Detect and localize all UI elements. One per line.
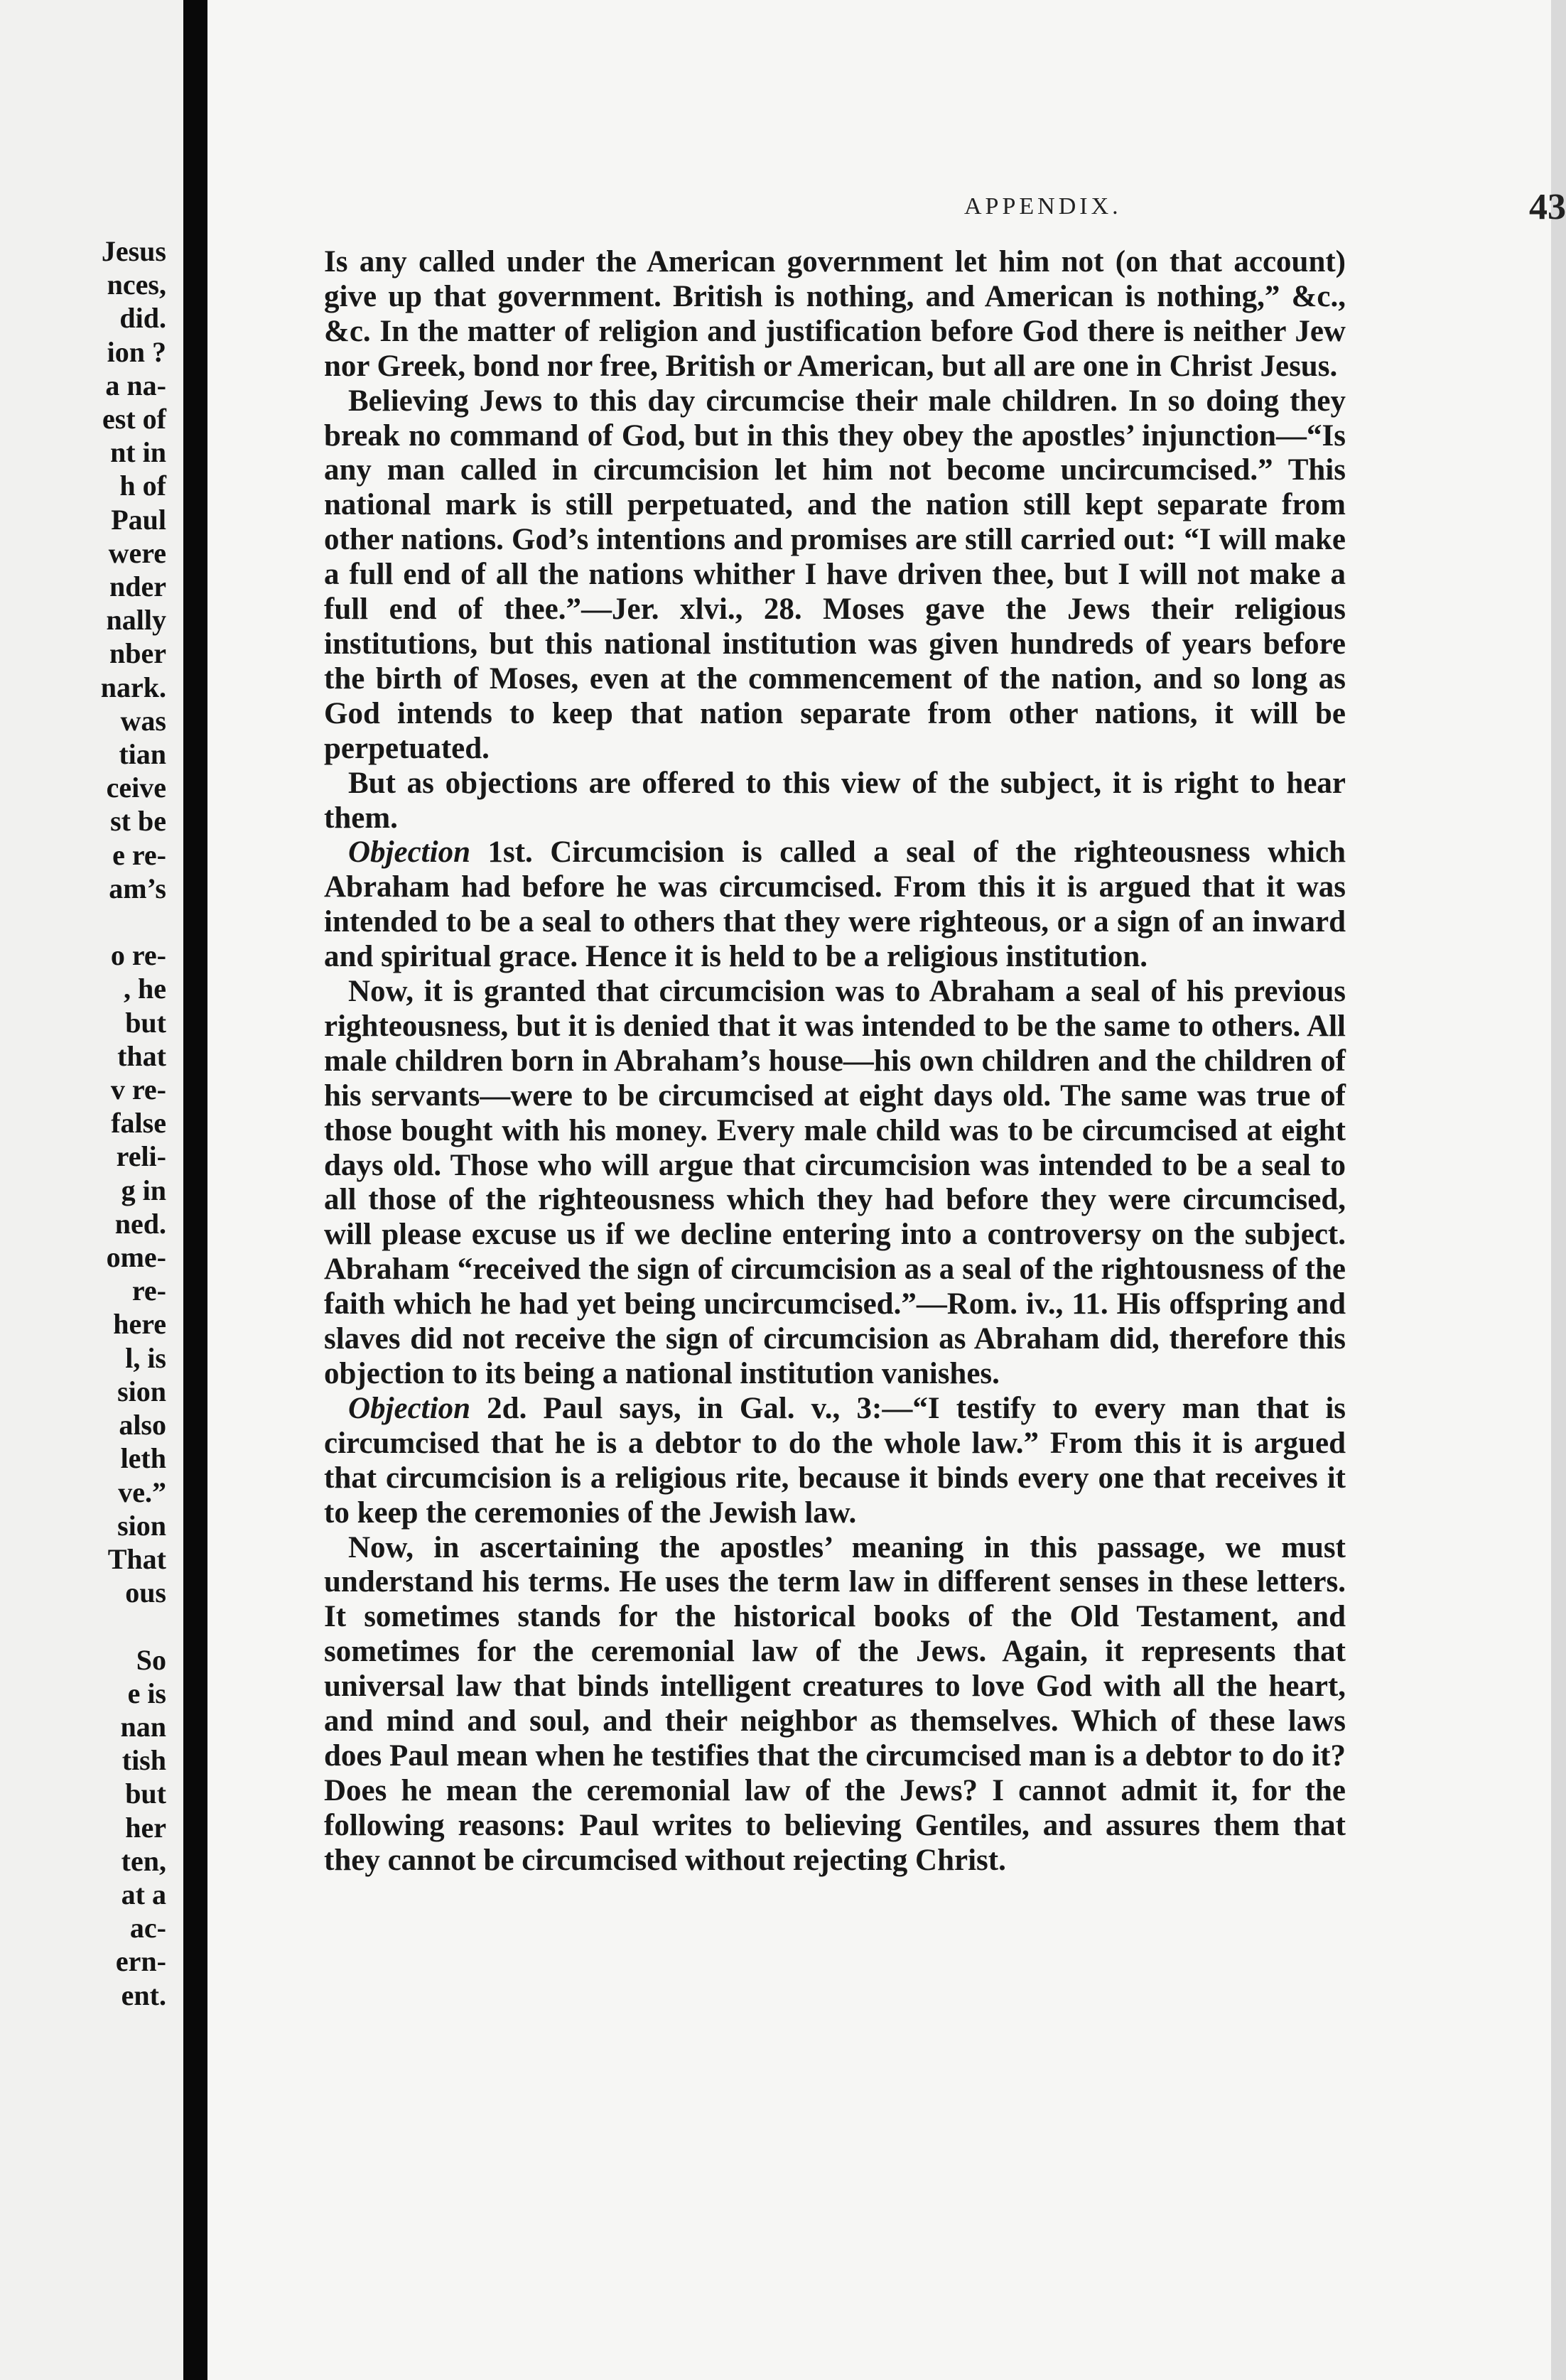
margin-fragment: at a bbox=[121, 1878, 166, 1910]
paragraph: Objection 1st. Circumcision is called a seal of the righteousness which Abraham had before he was circumcised. From this it is argued that it was intended to be a seal to others that they were righteous, or a sign of an inward and spiritual grace. Hence it is held to be a religious institution. bbox=[324, 835, 1346, 974]
margin-fragment: ion ? bbox=[107, 335, 166, 368]
paragraph: Believing Jews to this day circumcise their male children. In so doing they break no command of God, but in this they obey the apostles’ injunction—“Is any man called in circumcision let him not become uncircumcised.” This national mark is still perpetuated, and the nation still kept separate from other nations. God’s intentions and promises are still carried out: “I will make a full end of all the nations whither I have driven thee, but I will not make a full end of thee.”—Jer. xlvi., 28. Moses gave the Jews their religious institutions, but this national institution was given hundreds of years before the birth of Moses, even at the commencement of the nation, and so long as God intends to keep that nation separate from other nations, it will be perpetuated. bbox=[324, 384, 1346, 765]
margin-fragment: nan bbox=[120, 1710, 166, 1743]
margin-fragment: a na- bbox=[105, 369, 166, 401]
margin-fragment: also bbox=[119, 1409, 166, 1441]
margin-fragment: re- bbox=[131, 1275, 166, 1307]
margin-fragment: but bbox=[125, 1006, 166, 1039]
margin-fragment: that bbox=[117, 1039, 166, 1072]
margin-fragment: v re- bbox=[110, 1073, 166, 1106]
paragraph: But as objections are offered to this view of the subject, it is right to hear them. bbox=[324, 766, 1346, 835]
paragraph: Now, in ascertaining the apostles’ meaning in this passage, we must understand his terms. He uses the term law in different senses in these letters. It sometimes stands for the historical books of the Old Testament, and sometimes for the ceremonial law of the Jews. Again, it represents that universal law that binds intelligent creatures to love God with all the heart, and mind and soul, and their neighbor as themselves. Which of these laws does Paul mean when he testifies that the circumcised man is a debtor to do it? Does he mean the ceremonial law of the Jews? I cannot admit it, for the following reasons: Paul writes to believing Gentiles, and assures them that they cannot be circumcised without rejecting Christ. bbox=[324, 1530, 1346, 1877]
margin-fragment: ten, bbox=[121, 1844, 166, 1877]
paragraph: Now, it is granted that circumcision was to Abraham a seal of his previous righteousness, but it is denied that it was intended to be the same to others. All male children born in Abraham’s house—his own children and the children of his servants—were to be circumcised at eight days old. The same was true of those bought with his money. Every male child was to be circumcised at eight days old. Those who will argue that circumcision was intended to be a seal to all those of the righteousness which they had before they were circumcised, will please excuse us if we decline entering into a controversy on the subject. Abraham “received the sign of circumcision as a seal of the rightousness of the faith which he had yet being uncircumcised.”—Rom. iv., 11. His offspring and slaves did not receive the sign of circumcision as Abraham did, therefore this objection to its being a national institution vanishes. bbox=[324, 975, 1346, 1390]
margin-fragment: nces, bbox=[107, 269, 166, 301]
margin-fragment: st be bbox=[110, 805, 166, 838]
margin-fragment: am’s bbox=[109, 872, 166, 904]
margin-fragment: leth bbox=[120, 1442, 166, 1475]
margin-fragment: nder bbox=[109, 570, 166, 603]
margin-fragment: nally bbox=[106, 604, 166, 637]
page-number: 43 bbox=[1529, 187, 1566, 227]
margin-fragment: o re- bbox=[110, 939, 166, 972]
margin-fragment: ceive bbox=[106, 772, 166, 804]
margin-fragment: l, is bbox=[125, 1341, 166, 1374]
facing-page-fragment bbox=[0, 0, 183, 2380]
objection-label: Objection bbox=[348, 1391, 470, 1425]
margin-fragment: ve.” bbox=[118, 1476, 166, 1508]
margin-fragment: e re- bbox=[112, 838, 166, 871]
margin-fragment: Jesus bbox=[101, 235, 166, 267]
margin-fragment: nark. bbox=[100, 671, 166, 703]
margin-fragment: ned. bbox=[114, 1207, 166, 1240]
margin-fragment: nt in bbox=[110, 436, 166, 469]
paragraph: Objection 2d. Paul says, in Gal. v., 3:—“I testify to every man that is circumcised that he is a debtor to do the whole law.” From this it is argued that circumcision is a religious rite, because it binds every one that receives it to keep the ceremonies of the Jewish law. bbox=[324, 1391, 1346, 1530]
margin-fragment: g in bbox=[121, 1174, 166, 1206]
margin-fragment: nber bbox=[109, 637, 166, 670]
margin-fragment: here bbox=[113, 1308, 166, 1341]
margin-fragment: her bbox=[125, 1811, 166, 1844]
margin-fragment: h of bbox=[119, 470, 166, 502]
margin-fragment: That bbox=[107, 1542, 166, 1575]
book-gutter bbox=[183, 0, 207, 2380]
margin-fragment: e is bbox=[127, 1677, 166, 1709]
margin-fragments bbox=[101, 234, 166, 2012]
margin-fragment: , he bbox=[124, 973, 166, 1005]
objection-label: Objection bbox=[348, 835, 470, 870]
margin-fragment: reli- bbox=[116, 1140, 166, 1173]
paragraph: Is any called under the American government let him not (on that account) give up that government. British is nothing, and American is nothing,” &c., &c. In the matter of religion and justification before God there is neither Jew nor Greek, bond nor free, British or American, but all are one in Christ Jesus. bbox=[324, 245, 1346, 383]
margin-fragment: ent. bbox=[121, 1979, 166, 2011]
margin-fragment: ome- bbox=[106, 1241, 166, 1274]
margin-fragment: tian bbox=[119, 738, 166, 771]
margin-fragment: but bbox=[125, 1778, 166, 1810]
margin-fragment: tish bbox=[122, 1744, 166, 1777]
margin-fragment: sion bbox=[117, 1375, 166, 1407]
margin-fragment: So bbox=[136, 1643, 166, 1676]
margin-fragment: est of bbox=[102, 403, 166, 436]
running-head: APPENDIX. bbox=[964, 193, 1122, 220]
margin-fragment: was bbox=[120, 704, 166, 737]
margin-fragment: were bbox=[108, 536, 166, 569]
margin-fragment bbox=[101, 1609, 166, 1643]
margin-fragment: sion bbox=[117, 1509, 166, 1542]
margin-fragment: Paul bbox=[111, 503, 166, 536]
margin-fragment: ous bbox=[125, 1576, 166, 1609]
margin-fragment bbox=[101, 905, 166, 939]
margin-fragment: false bbox=[111, 1107, 166, 1140]
margin-fragment: ern- bbox=[115, 1945, 166, 1978]
body-text bbox=[324, 245, 1346, 1878]
margin-fragment: did. bbox=[119, 302, 166, 335]
margin-fragment: ac- bbox=[129, 1912, 166, 1944]
